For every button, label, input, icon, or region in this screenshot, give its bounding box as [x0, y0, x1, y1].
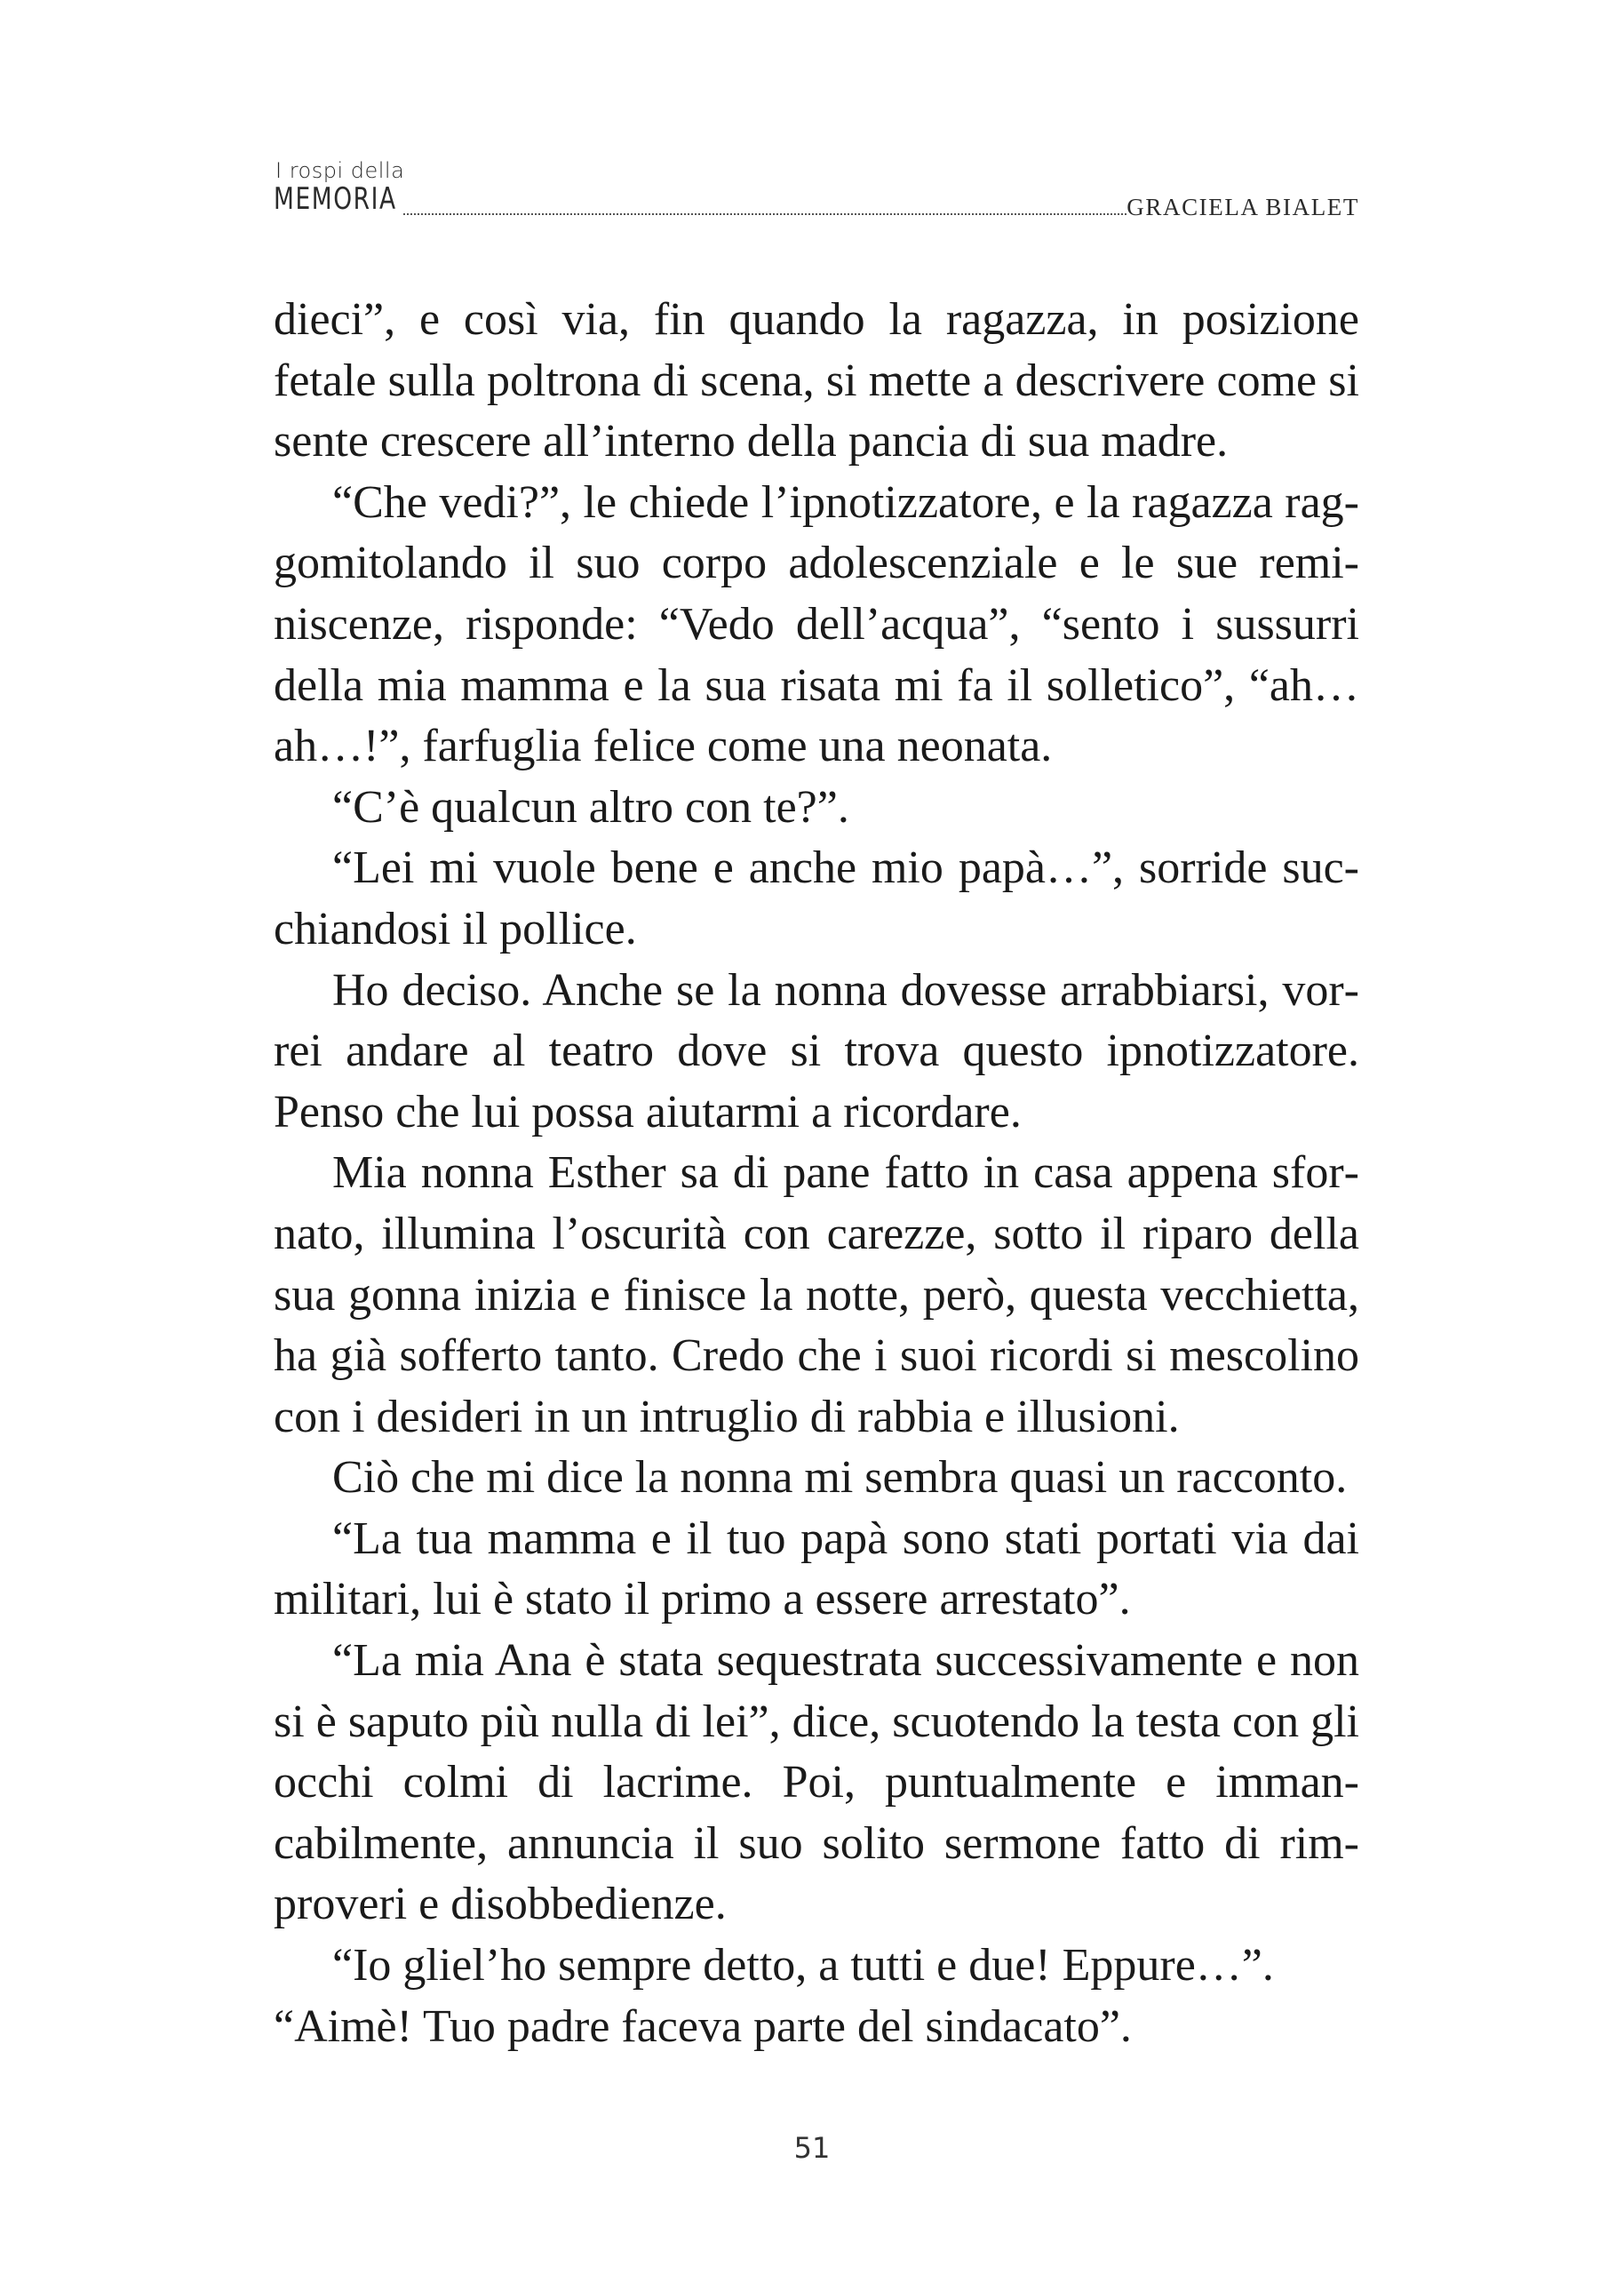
- running-header: [274, 158, 1359, 229]
- paragraph: Ho deciso. Anche se la nonna dovesse arrabbiarsi, vorrei andare al teatro dove si trova questo ipnotizzatore. Penso che lui possa aiutarmi a ricordare.: [274, 964, 1359, 1138]
- header-dotted-rule: [403, 213, 1126, 215]
- series-logo: [274, 158, 407, 229]
- series-title-large: MEMORIA: [274, 181, 397, 217]
- body-text: [274, 290, 1359, 2057]
- paragraph: “Aimè! Tuo padre faceva parte del sindacato”.: [274, 2000, 1132, 2052]
- paragraph: dieci”, e così via, fin quando la ragazza, in posizione fetale sulla poltrona di scena, si mette a descrivere come si sente crescere all’interno della pancia di sua madre.: [274, 294, 1359, 467]
- series-title-small: I rospi della: [275, 158, 405, 183]
- paragraph: Mia nonna Esther sa di pane fatto in casa appena sfornato, illumina l’oscurità con carezze, sotto il riparo della sua gonna inizia e finisce la notte, però, questa vecchietta, ha già sofferto tanto. Credo che i suoi ricordi si mescolino con i desideri in un intruglio di rabbia e illusioni.: [274, 1147, 1359, 1442]
- paragraph: “Che vedi?”, le chiede l’ipnotizzatore, e la ragazza raggomitolando il suo corpo adolescenziale e le sue reminiscenze, risponde: “Vedo dell’acqua”, “sento i sussurri della mia mamma e la sua risata mi fa il solletico”, “ah… ah…!”, farfuglia felice come una neonata.: [274, 476, 1359, 772]
- page-number: 51: [793, 2131, 831, 2165]
- paragraph: “C’è qualcun altro con te?”.: [332, 781, 849, 833]
- paragraph: “La tua mamma e il tuo papà sono stati portati via dai militari, lui è stato il primo a essere arrestato”.: [274, 1513, 1359, 1625]
- author-name: GRACIELA BIALET: [1126, 194, 1359, 220]
- paragraph: “Lei mi vuole bene e anche mio papà…”, sorride succhiandosi il pollice.: [274, 842, 1359, 954]
- paragraph: “Io gliel’ho sempre detto, a tutti e due! Eppure…”.: [332, 1940, 1274, 1992]
- paragraph: “La mia Ana è stata sequestrata successivamente e non si è saputo più nulla di lei”, dice, scuotendo la testa con gli occhi colmi di lacrime. Poi, puntualmente e immancabilmente, annuncia il suo solito sermone fatto di rimproveri e disobbedienze.: [274, 1635, 1359, 1930]
- paragraph: Ciò che mi dice la nonna mi sembra quasi un racconto.: [332, 1452, 1348, 1504]
